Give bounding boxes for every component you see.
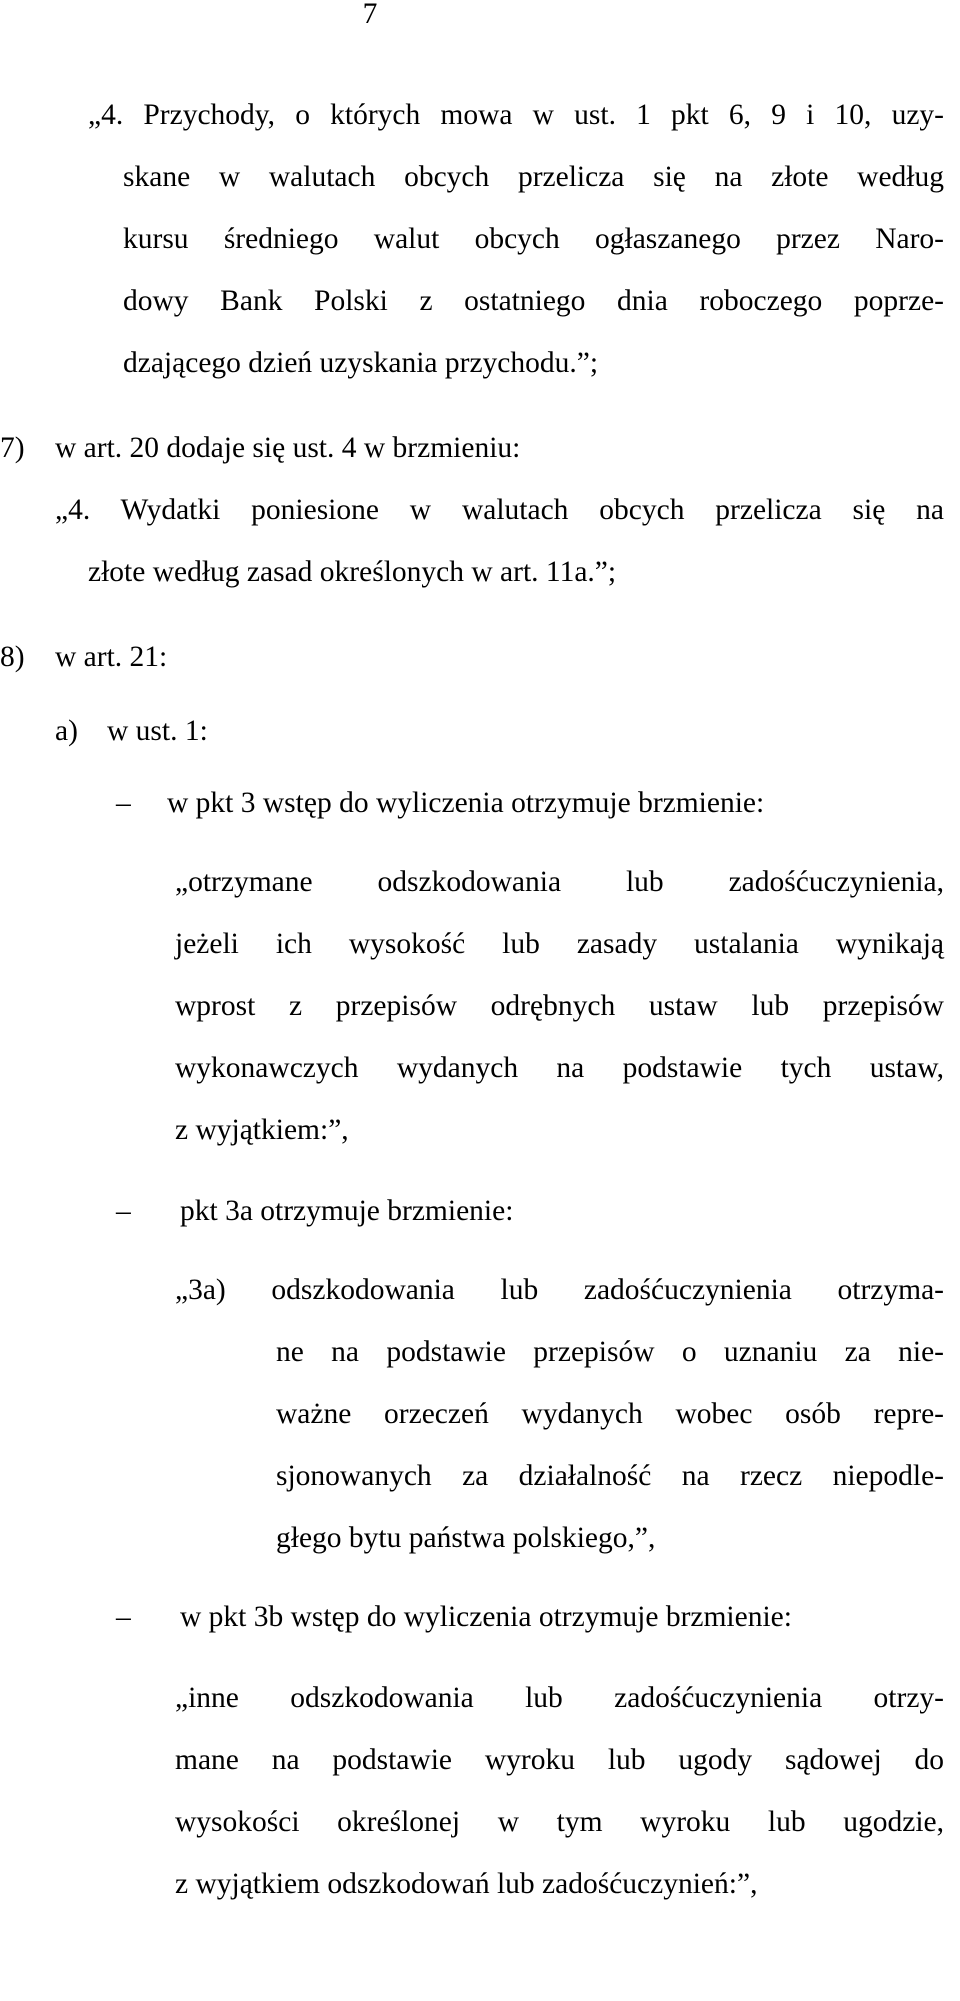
list-item-text: w art. 21: xyxy=(55,641,168,673)
text-line: dzającego dzień uzyskania przychodu.”; xyxy=(123,347,599,379)
text-line: złote według zasad określonych w art. 11a.”; xyxy=(88,556,617,588)
dash-marker: – xyxy=(116,787,131,819)
dash-text: w pkt 3 wstęp do wyliczenia otrzymuje brzmienie: xyxy=(167,787,765,819)
quote-line: wysokości określonej w tym wyroku lub ugodzie, xyxy=(175,1806,944,1838)
list-label: 7) xyxy=(0,432,25,464)
quote-line: sjonowanych za działalność na rzecz niepodle- xyxy=(276,1460,944,1492)
quote-line: jeżeli ich wysokość lub zasady ustalania wynikają xyxy=(175,928,944,960)
list-item-text: w art. 20 dodaje się ust. 4 w brzmieniu: xyxy=(55,432,521,464)
quote-line: głego bytu państwa polskiego,”, xyxy=(276,1522,656,1554)
quote-line: mane na podstawie wyroku lub ugody sądowej do xyxy=(175,1744,944,1776)
text-line: skane w walutach obcych przelicza się na złote według xyxy=(123,161,944,193)
list-label: 8) xyxy=(0,641,25,673)
page-number: 7 xyxy=(362,0,378,30)
quote-line: ważne orzeczeń wydanych wobec osób repre- xyxy=(276,1398,944,1430)
quote-line: wprost z przepisów odrębnych ustaw lub przepisów xyxy=(175,990,944,1022)
quote-line: „3a) odszkodowania lub zadośćuczynienia otrzyma- xyxy=(175,1274,944,1306)
text-line: „4. Wydatki poniesione w walutach obcych przelicza się na xyxy=(55,494,944,526)
dash-text: w pkt 3b wstęp do wyliczenia otrzymuje brzmienie: xyxy=(180,1601,792,1633)
quote-line: z wyjątkiem odszkodowań lub zadośćuczynień:”, xyxy=(175,1868,758,1900)
text-line: „4. Przychody, o których mowa w ust. 1 pkt 6, 9 i 10, uzy- xyxy=(88,99,944,131)
text-line: dowy Bank Polski z ostatniego dnia roboczego poprze- xyxy=(123,285,944,317)
dash-text: pkt 3a otrzymuje brzmienie: xyxy=(180,1195,514,1227)
quote-line: ne na podstawie przepisów o uznaniu za nie- xyxy=(276,1336,944,1368)
quote-line: „otrzymane odszkodowania lub zadośćuczynienia, xyxy=(175,866,944,898)
dash-marker: – xyxy=(116,1195,131,1227)
quote-line: „inne odszkodowania lub zadośćuczynienia otrzy- xyxy=(175,1682,944,1714)
list-item-text: w ust. 1: xyxy=(107,715,208,747)
list-label: a) xyxy=(55,715,78,747)
quote-line: wykonawczych wydanych na podstawie tych ustaw, xyxy=(175,1052,944,1084)
quote-line: z wyjątkiem:”, xyxy=(175,1114,349,1146)
dash-marker: – xyxy=(116,1601,131,1633)
text-line: kursu średniego walut obcych ogłaszanego przez Naro- xyxy=(123,223,944,255)
